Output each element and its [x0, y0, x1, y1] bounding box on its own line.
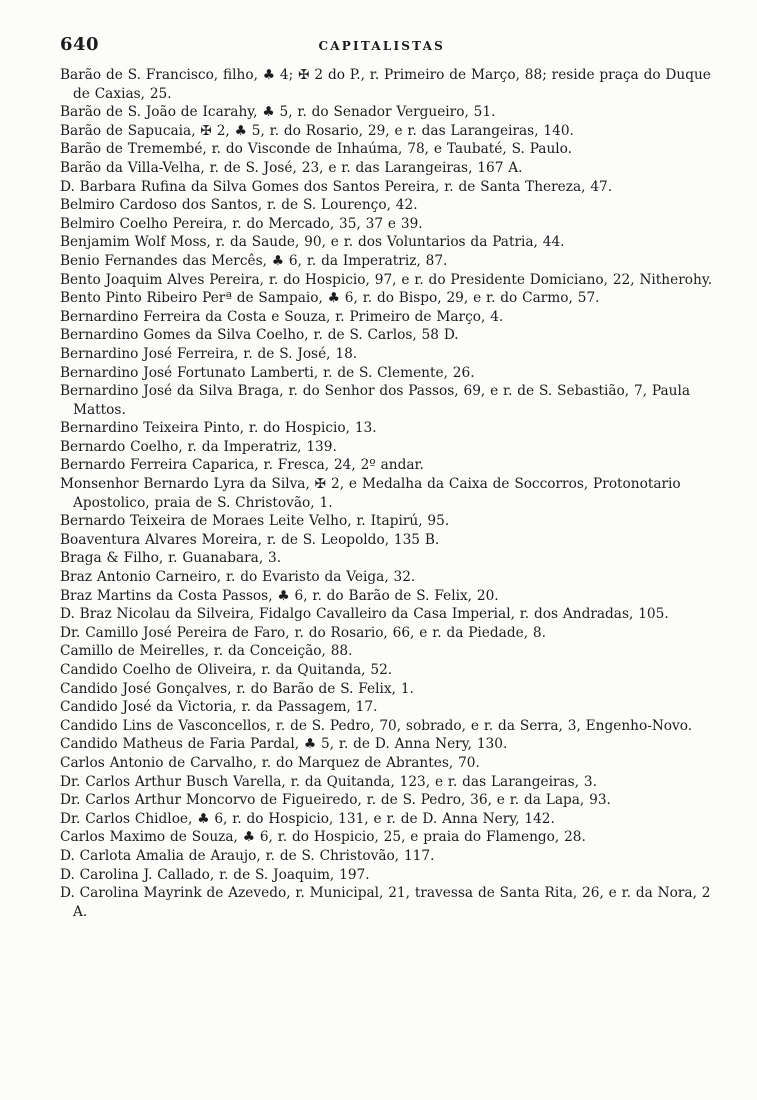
- directory-entry: Barão de Sapucaia, ✠ 2, ♣ 5, r. do Rosario, 29, e r. das Larangeiras, 140.: [60, 122, 574, 139]
- directory-entry: Braga & Filho, r. Guanabara, 3.: [60, 550, 282, 567]
- directory-entry: Candido Lins de Vasconcellos, r. de S. Pedro, 70, sobrado, e r. da Serra, 3, Engenho-Novo.: [60, 717, 693, 734]
- directory-entry: Bernardo Teixeira de Moraes Leite Velho, r. Itapirú, 95.: [60, 513, 450, 530]
- directory-entry: Carlos Antonio de Carvalho, r. do Marquez de Abrantes, 70.: [60, 754, 480, 771]
- directory-entry: Bernardino Gomes da Silva Coelho, r. de S. Carlos, 58 D.: [60, 327, 459, 344]
- directory-entry: Bento Pinto Ribeiro Perª de Sampaio, ♣ 6, r. do Bispo, 29, e r. do Carmo, 57.: [60, 290, 600, 307]
- directory-entry: D. Braz Nicolau da Silveira, Fidalgo Cavalleiro da Casa Imperial, r. dos Andradas, 105.: [60, 606, 669, 623]
- directory-entry: Dr. Carlos Arthur Moncorvo de Figueiredo, r. de S. Pedro, 36, e r. da Lapa, 93.: [60, 792, 611, 809]
- directory-entry: Bernardino José da Silva Braga, r. do Senhor dos Passos, 69, e r. de S. Sebastião, 7, Paula Mattos.: [60, 383, 691, 418]
- directory-entry: Barão de Tremembé, r. do Visconde de Inhaúma, 78, e Taubaté, S. Paulo.: [60, 141, 572, 158]
- directory-entry: Bento Joaquim Alves Pereira, r. do Hospicio, 97, e r. do Presidente Domiciano, 22, Nitherohy.: [60, 271, 713, 288]
- directory-entry: Candido Coelho de Oliveira, r. da Quitanda, 52.: [60, 662, 393, 678]
- directory-entry: Bernardino José Fortunato Lamberti, r. de S. Clemente, 26.: [60, 364, 475, 381]
- directory-entry: Belmiro Cardoso dos Santos, r. de S. Lourenço, 42.: [60, 197, 418, 214]
- directory-entry: Barão de S. João de Icarahy, ♣ 5, r. do Senador Vergueiro, 51.: [60, 104, 496, 121]
- directory-entry: D. Carolina J. Callado, r. de S. Joaquim, 197.: [60, 866, 370, 883]
- directory-entry: Dr. Carlos Arthur Busch Varella, r. da Quitanda, 123, e r. das Larangeiras, 3.: [60, 773, 597, 790]
- directory-entry: Bernardino José Ferreira, r. de S. José, 18.: [60, 345, 358, 362]
- directory-entries: [60, 66, 717, 921]
- directory-entry: Barão da Villa-Velha, r. de S. José, 23, e r. das Larangeiras, 167 A.: [60, 159, 523, 176]
- directory-entry: Benjamim Wolf Moss, r. da Saude, 90, e r. dos Voluntarios da Patria, 44.: [60, 234, 565, 251]
- directory-entry: D. Carolina Mayrink de Azevedo, r. Municipal, 21, travessa de Santa Rita, 26, e r. da Nora, 2 A.: [60, 885, 711, 920]
- directory-entry: Braz Martins da Costa Passos, ♣ 6, r. do Barão de S. Felix, 20.: [60, 587, 499, 604]
- directory-entry: Belmiro Coelho Pereira, r. do Mercado, 35, 37 e 39.: [60, 215, 423, 232]
- directory-entry: Candido José Gonçalves, r. do Barão de S. Felix, 1.: [60, 680, 414, 697]
- directory-entry: Monsenhor Bernardo Lyra da Silva, ✠ 2, e Medalha da Caixa de Soccorros, Protonotario Apostolico, praia de S. Christovão, 1.: [60, 476, 681, 511]
- directory-entry: Dr. Camillo José Pereira de Faro, r. do Rosario, 66, e r. da Piedade, 8.: [60, 624, 546, 641]
- directory-entry: Candido Matheus de Faria Pardal, ♣ 5, r. de D. Anna Nery, 130.: [60, 736, 508, 753]
- directory-entry: Benio Fernandes das Mercês, ♣ 6, r. da Imperatriz, 87.: [60, 252, 448, 269]
- directory-entry: Boaventura Alvares Moreira, r. de S. Leopoldo, 135 B.: [60, 531, 440, 548]
- page-header: [60, 34, 445, 62]
- directory-entry: Camillo de Meirelles, r. da Conceição, 88.: [60, 643, 353, 660]
- directory-entry: Bernardino Teixeira Pinto, r. do Hospicio, 13.: [60, 420, 377, 437]
- directory-entry: Braz Antonio Carneiro, r. do Evaristo da Veiga, 32.: [60, 569, 416, 586]
- directory-entry: Bernardo Coelho, r. da Imperatriz, 139.: [60, 438, 337, 455]
- directory-entry: Bernardino Ferreira da Costa e Souza, r. Primeiro de Março, 4.: [60, 308, 504, 325]
- directory-entry: Bernardo Ferreira Caparica, r. Fresca, 24, 2º andar.: [60, 457, 424, 474]
- page-number: 640: [60, 34, 100, 55]
- directory-entry: Dr. Carlos Chidloe, ♣ 6, r. do Hospicio, 131, e r. de D. Anna Nery, 142.: [60, 810, 555, 827]
- directory-entry: D. Carlota Amalia de Araujo, r. de S. Christovão, 117.: [60, 847, 435, 864]
- running-title: CAPITALISTAS: [318, 39, 445, 53]
- directory-entry: Barão de S. Francisco, filho, ♣ 4; ✠ 2 do P., r. Primeiro de Março, 88; reside praça do Duque de Caxias, 25.: [60, 67, 711, 102]
- directory-entry: Carlos Maximo de Souza, ♣ 6, r. do Hospicio, 25, e praia do Flamengo, 28.: [60, 829, 586, 846]
- directory-entry: Candido José da Victoria, r. da Passagem, 17.: [60, 699, 378, 716]
- directory-entry: D. Barbara Rufina da Silva Gomes dos Santos Pereira, r. de Santa Thereza, 47.: [60, 178, 613, 195]
